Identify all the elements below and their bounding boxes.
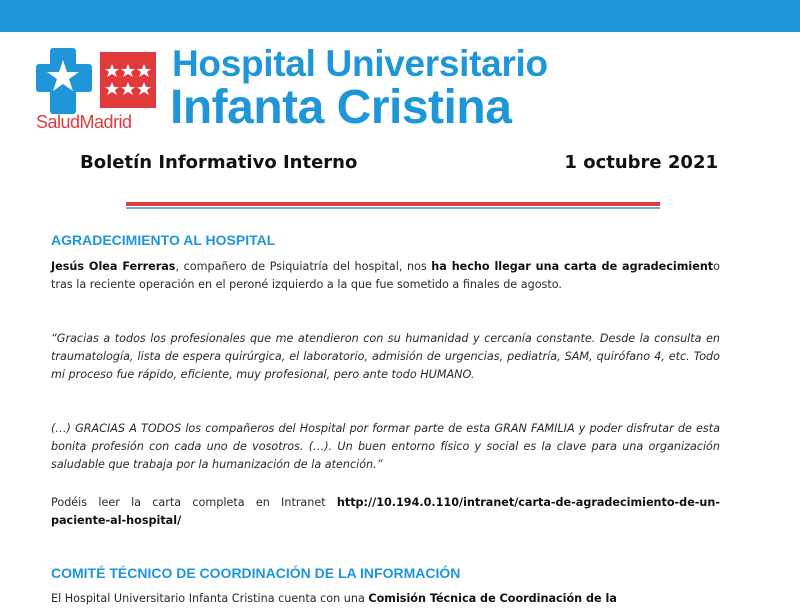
comite-text-1: El Hospital Universitario Infanta Cristina cuenta con una	[51, 592, 369, 605]
header-divider-red	[126, 202, 660, 206]
paragraph-comite	[51, 590, 720, 608]
intranet-link-paragraph	[51, 494, 720, 530]
section-title-agradecimiento: AGRADECIMIENTO AL HOSPITAL	[51, 232, 276, 248]
hospital-name-line1: Hospital Universitario	[172, 43, 548, 84]
logo-madrid: Madrid	[79, 112, 132, 132]
bulletin-title: Boletín Informativo Interno	[80, 152, 358, 173]
header-divider-blue	[126, 207, 660, 209]
top-bar	[0, 0, 800, 32]
intranet-letter-link[interactable]: http://10.194.0.110/intranet/carta-de-agradecimiento-de-un-paciente-al-hospital/	[51, 496, 720, 527]
intro-bold: ha hecho llegar una carta de agradecimient	[431, 260, 714, 273]
link-intro-text: Podéis leer la carta completa en Intranet	[51, 496, 337, 509]
bulletin-date: 1 octubre 2021	[564, 152, 718, 173]
person-name: Jesús Olea Ferreras	[51, 260, 176, 273]
logo-salud: Salud	[36, 112, 80, 132]
paragraph-intro	[51, 258, 720, 294]
intro-text-2: o tras la reciente operación en el peroné izquierdo a la que fue sometido a finales de agosto.	[51, 260, 720, 291]
quote-text-1: “Gracias a todos los profesionales que me atendieron con su humanidad y cercanía constante. Desde la consulta en traumatología, lista de espera quirúrgica, el laboratorio, admisión de urgencias, pediatría, SAM, quirófano 4, etc. Todo mi proceso fue rápido, eficiente, muy profesional, pero ante todo HUMANO.	[51, 332, 720, 381]
section-title-comite: COMITÉ TÉCNICO DE COORDINACIÓN DE LA INFORMACIÓN	[51, 565, 461, 581]
quote-paragraph-1	[51, 330, 720, 384]
logo-wordmark	[36, 112, 132, 133]
quote-paragraph-2	[51, 420, 720, 474]
comite-bold: Comisión Técnica de Coordinación de la	[368, 592, 617, 605]
hospital-name-line2: Infanta Cristina	[170, 81, 512, 134]
intro-text-1: , compañero de Psiquiatría del hospital, nos	[175, 260, 432, 273]
quote-text-2: (…) GRACIAS A TODOS los compañeros del Hospital por formar parte de esta GRAN FAMILIA y poder disfrutar de esta bonita profesión con cada uno de vosotros. (…). Un buen entorno físico y social es la clave para una organización saludable que trabaja por la humanización de la atención.”	[51, 422, 720, 471]
